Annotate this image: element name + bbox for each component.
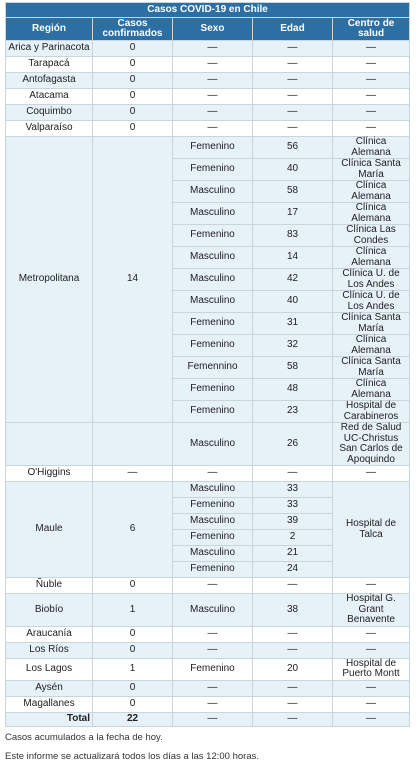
- edad-cell: 24: [253, 562, 333, 578]
- edad-cell: 56: [253, 137, 333, 159]
- sexo-cell: Masculino: [173, 594, 253, 627]
- edad-cell: 20: [253, 658, 333, 680]
- total-label: Total: [6, 712, 93, 726]
- sexo-cell: Masculino: [173, 269, 253, 291]
- sexo-cell: —: [173, 41, 253, 57]
- covid-cases-table: [5, 2, 410, 727]
- centro-cell: —: [333, 578, 410, 594]
- casos-cell: —: [93, 466, 173, 482]
- casos-cell-metropolitana: 14: [93, 137, 173, 423]
- centro-cell: —: [333, 680, 410, 696]
- centro-cell: Clínica Alemana: [333, 247, 410, 269]
- centro-cell: —: [333, 73, 410, 89]
- covid-table-container: [5, 2, 409, 770]
- centro-cell: Clínica Alemana: [333, 335, 410, 357]
- centro-cell: Hospital G. Grant Benavente: [333, 594, 410, 627]
- edad-cell: 48: [253, 379, 333, 401]
- casos-cell: 0: [93, 41, 173, 57]
- casos-cell: 0: [93, 626, 173, 642]
- sexo-cell: Femenino: [173, 137, 253, 159]
- centro-cell: Hospital de Puerto Montt: [333, 658, 410, 680]
- header-casos: Casos confirmados: [93, 18, 173, 41]
- edad-cell: 33: [253, 498, 333, 514]
- casos-cell: 0: [93, 696, 173, 712]
- casos-cell: 0: [93, 73, 173, 89]
- centro-cell: —: [333, 466, 410, 482]
- casos-cell-maule: 6: [93, 482, 173, 578]
- edad-cell: 31: [253, 313, 333, 335]
- sexo-cell: Femennino: [173, 357, 253, 379]
- centro-cell-maule: Hospital de Talca: [333, 482, 410, 578]
- edad-cell: —: [253, 642, 333, 658]
- casos-cell: 0: [93, 680, 173, 696]
- region-cell: Antofagasta: [6, 73, 93, 89]
- region-cell: Biobío: [6, 594, 93, 627]
- table-row: [6, 57, 410, 73]
- casos-cell: 0: [93, 89, 173, 105]
- sexo-cell: —: [173, 73, 253, 89]
- edad-cell: 83: [253, 225, 333, 247]
- sexo-cell: Masculino: [173, 423, 253, 466]
- edad-cell: —: [253, 466, 333, 482]
- note-accumulated: Casos acumulados a la fecha de hoy.: [5, 731, 163, 743]
- edad-cell: 14: [253, 247, 333, 269]
- table-row: [6, 680, 410, 696]
- sexo-cell: Femenino: [173, 498, 253, 514]
- centro-cell: Clínica Alemana: [333, 203, 410, 225]
- casos-cell-metropolitana-cont: [93, 423, 173, 466]
- edad-cell: —: [253, 712, 333, 726]
- sexo-cell: —: [173, 626, 253, 642]
- region-cell: Los Lagos: [6, 658, 93, 680]
- sexo-cell: —: [173, 696, 253, 712]
- sexo-cell: Femenino: [173, 658, 253, 680]
- centro-cell: Clínica U. de Los Andes: [333, 269, 410, 291]
- table-row: [6, 423, 410, 466]
- centro-cell: Red de Salud UC-Christus San Carlos de Apoquindo: [333, 423, 410, 466]
- sexo-cell: Masculino: [173, 482, 253, 498]
- casos-cell: 1: [93, 658, 173, 680]
- sexo-cell: Femenino: [173, 313, 253, 335]
- edad-cell: 33: [253, 482, 333, 498]
- edad-cell: —: [253, 105, 333, 121]
- edad-cell: —: [253, 89, 333, 105]
- sexo-cell: —: [173, 642, 253, 658]
- total-row: [6, 712, 410, 726]
- sexo-cell: Femenino: [173, 530, 253, 546]
- edad-cell: 2: [253, 530, 333, 546]
- centro-cell: —: [333, 626, 410, 642]
- sexo-cell: Femenino: [173, 562, 253, 578]
- centro-cell: Hospital de Carabineros: [333, 401, 410, 423]
- centro-cell: Clínica U. de Los Andes: [333, 291, 410, 313]
- region-cell: Aysén: [6, 680, 93, 696]
- edad-cell: —: [253, 578, 333, 594]
- edad-cell: 21: [253, 546, 333, 562]
- centro-cell: —: [333, 41, 410, 57]
- header-centro: Centro de salud: [333, 18, 410, 41]
- centro-cell: —: [333, 696, 410, 712]
- table-row: [6, 594, 410, 627]
- table-row: [6, 578, 410, 594]
- table-row: [6, 137, 410, 159]
- centro-cell: Clínica Alemana: [333, 379, 410, 401]
- sexo-cell: —: [173, 121, 253, 137]
- edad-cell: 42: [253, 269, 333, 291]
- casos-cell: 0: [93, 578, 173, 594]
- sexo-cell: —: [173, 466, 253, 482]
- centro-cell: Clínica Santa María: [333, 313, 410, 335]
- centro-cell: Clínica Las Condes: [333, 225, 410, 247]
- table-row: [6, 696, 410, 712]
- sexo-cell: Masculino: [173, 247, 253, 269]
- edad-cell: 38: [253, 594, 333, 627]
- edad-cell: 39: [253, 514, 333, 530]
- table-row: [6, 121, 410, 137]
- sexo-cell: —: [173, 105, 253, 121]
- casos-cell: 0: [93, 105, 173, 121]
- edad-cell: 58: [253, 357, 333, 379]
- sexo-cell: —: [173, 680, 253, 696]
- sexo-cell: Masculino: [173, 181, 253, 203]
- header-edad: Edad: [253, 18, 333, 41]
- table-row: [6, 626, 410, 642]
- region-cell-metropolitana-cont: [6, 423, 93, 466]
- table-row: [6, 73, 410, 89]
- edad-cell: 58: [253, 181, 333, 203]
- table-row: [6, 89, 410, 105]
- table-row: [6, 658, 410, 680]
- edad-cell: 17: [253, 203, 333, 225]
- total-casos: 22: [93, 712, 173, 726]
- centro-cell: Clínica Alemana: [333, 137, 410, 159]
- edad-cell: —: [253, 680, 333, 696]
- sexo-cell: Femenino: [173, 159, 253, 181]
- region-cell-maule: Maule: [6, 482, 93, 578]
- casos-cell: 1: [93, 594, 173, 627]
- region-cell-metropolitana: Metropolitana: [6, 137, 93, 423]
- sexo-cell: Masculino: [173, 203, 253, 225]
- sexo-cell: Femenino: [173, 335, 253, 357]
- region-cell: Valparaíso: [6, 121, 93, 137]
- region-cell: Araucanía: [6, 626, 93, 642]
- sexo-cell: Masculino: [173, 546, 253, 562]
- edad-cell: —: [253, 626, 333, 642]
- table-row: [6, 41, 410, 57]
- casos-cell: 0: [93, 121, 173, 137]
- casos-cell: 0: [93, 642, 173, 658]
- centro-cell: —: [333, 105, 410, 121]
- table-row: [6, 482, 410, 498]
- sexo-cell: Femenino: [173, 401, 253, 423]
- table-row: [6, 642, 410, 658]
- sexo-cell: —: [173, 57, 253, 73]
- sexo-cell: Masculino: [173, 514, 253, 530]
- sexo-cell: Femenino: [173, 225, 253, 247]
- sexo-cell: —: [173, 89, 253, 105]
- edad-cell: —: [253, 696, 333, 712]
- sexo-cell: Femenino: [173, 379, 253, 401]
- region-cell: O'Higgins: [6, 466, 93, 482]
- edad-cell: 23: [253, 401, 333, 423]
- centro-cell: —: [333, 712, 410, 726]
- centro-cell: Clínica Alemana: [333, 181, 410, 203]
- edad-cell: —: [253, 73, 333, 89]
- header-region: Región: [6, 18, 93, 41]
- edad-cell: —: [253, 121, 333, 137]
- table-row: [6, 466, 410, 482]
- sexo-cell: —: [173, 712, 253, 726]
- edad-cell: 40: [253, 159, 333, 181]
- region-cell: Los Ríos: [6, 642, 93, 658]
- table-row: [6, 105, 410, 121]
- edad-cell: 40: [253, 291, 333, 313]
- table-title: Casos COVID-19 en Chile: [6, 3, 410, 18]
- edad-cell: —: [253, 57, 333, 73]
- region-cell: Tarapacá: [6, 57, 93, 73]
- sexo-cell: —: [173, 578, 253, 594]
- casos-cell: 0: [93, 57, 173, 73]
- region-cell: Ñuble: [6, 578, 93, 594]
- centro-cell: Clínica Santa María: [333, 357, 410, 379]
- region-cell: Atacama: [6, 89, 93, 105]
- centro-cell: —: [333, 57, 410, 73]
- centro-cell: —: [333, 642, 410, 658]
- region-cell: Arica y Parinacota: [6, 41, 93, 57]
- sexo-cell: Masculino: [173, 291, 253, 313]
- region-cell: Coquimbo: [6, 105, 93, 121]
- region-cell: Magallanes: [6, 696, 93, 712]
- centro-cell: —: [333, 89, 410, 105]
- edad-cell: 26: [253, 423, 333, 466]
- table-notes: [5, 732, 409, 762]
- centro-cell: Clínica Santa María: [333, 159, 410, 181]
- edad-cell: —: [253, 41, 333, 57]
- header-row: [6, 18, 410, 41]
- note-update-schedule: Este informe se actualizará todos los días a las 12:00 horas.: [5, 750, 259, 762]
- centro-cell: —: [333, 121, 410, 137]
- header-sexo: Sexo: [173, 18, 253, 41]
- edad-cell: 32: [253, 335, 333, 357]
